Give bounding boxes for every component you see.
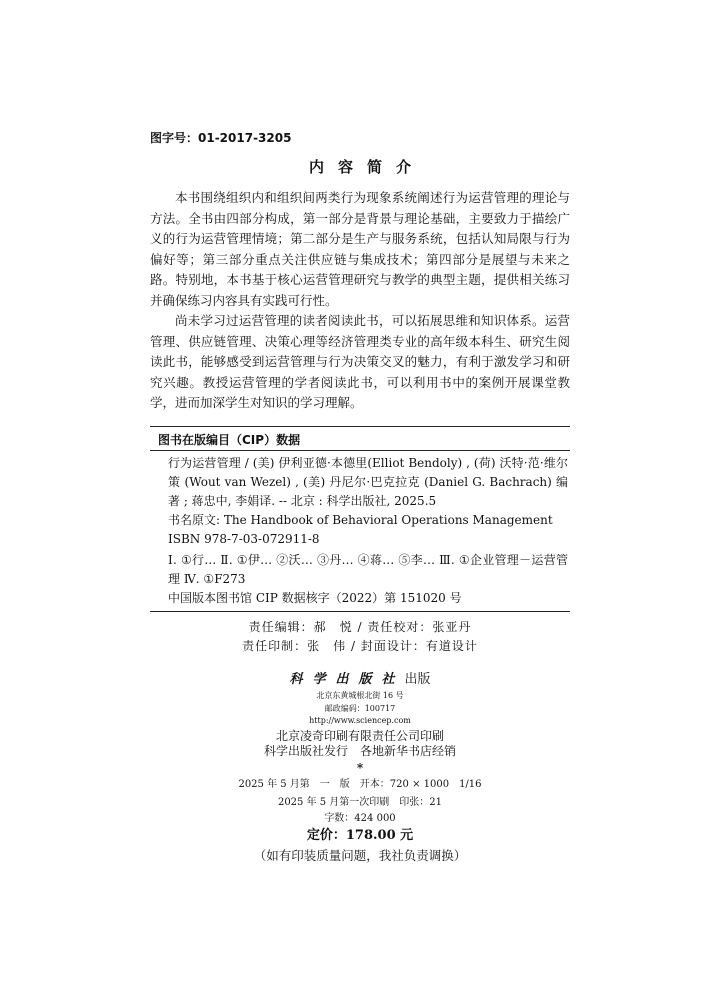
publisher-suffix: 出版 <box>404 672 431 687</box>
summary-title: 内容简介 <box>308 158 425 176</box>
cip-top-rule <box>150 426 570 427</box>
publisher-postcode: 邮政编码：100717 <box>324 704 396 713</box>
summary-paragraph-1: 本书围绕组织内和组织间两类行为现象系统阐述行为运营管理的理论与方法。全书由四部分构成，第一部分是背景与理论基础，主要致力于描绘广义的行为运营管理情境；第二部分是生产与服务系统，包括认知局限与行为偏好等；第三部分重点关注供应链与集成技术；第四部分是展望与未来之路。特别地，本书基于核心运营管理研究与教学的典型主题，提供相关练习并确保练习内容具有实践可行性。 <box>150 190 570 308</box>
cip-verification: 中国版本图书馆 CIP 数据核字（2022）第 151020 号 <box>168 591 462 605</box>
printing-line: 2025 年 5 月第一次印刷 印张：21 <box>277 797 443 808</box>
cip-original-title: 书名原文: The Handbook of Behavioral Operations Management <box>168 513 553 527</box>
publisher-url: http://www.sciencep.com <box>309 716 411 725</box>
cip-isbn: ISBN 978-7-03-072911-8 <box>168 532 320 546</box>
publisher-address: 北京东黄城根北街 16 号 <box>316 691 404 700</box>
credits-printing: 责任印制：张 伟 / 封面设计：有道设计 <box>242 639 478 653</box>
credits-editors: 责任编辑：郝 悦 / 责任校对：张亚丹 <box>248 620 472 634</box>
summary-body <box>150 188 570 414</box>
cip-main-entry: 行为运营管理 / (美) 伊利亚德·本德里(Elliot Bendoly) , (荷) 沃特·范·维尔策 (Wout van Wezel) , (美) 丹尼尔·巴克拉克 (Daniel G. Bachrach) 编著 ; 蒋忠中, 李娟译. -- 北京 : 科学出版社, 2025.5 <box>168 456 568 508</box>
cip-bottom-rule <box>150 611 570 612</box>
printer-line: 北京凌奇印刷有限责任公司印刷 <box>275 729 444 743</box>
cip-heading-rule <box>150 450 570 451</box>
quality-notice: （如有印装质量问题，我社负责调换） <box>253 848 467 863</box>
publisher-name: 科学出版社 <box>289 672 405 687</box>
summary-paragraph-2: 尚未学习过运营管理的读者阅读此书，可以拓展思维和知识体系。运营管理、供应链管理、决策心理等经济管理类专业的高年级本科生、研究生阅读此书，能够感受到运营管理与行为决策交叉的魅力，有利于激发学习和研究兴趣。教授运营管理的学者阅读此书，可以利用书中的案例开展课堂教学，进而加深学生对知识的学习理解。 <box>150 313 570 410</box>
distribution-line: 科学出版社发行 各地新华书店经销 <box>263 744 456 758</box>
price: 定价：178.00 元 <box>306 828 414 843</box>
separator-star: * <box>356 761 364 775</box>
registration-number: 图字号：01-2017-3205 <box>150 131 292 145</box>
word-count: 字数：424 000 <box>324 813 396 824</box>
edition-line: 2025 年 5 月第 一 版 开本：720 × 1000 1/16 <box>238 779 482 790</box>
cip-heading: 图书在版编目（CIP）数据 <box>158 433 301 447</box>
publisher-line <box>0 668 720 687</box>
cip-classification: Ⅰ. ①行… Ⅱ. ①伊… ②沃… ③丹… ④蒋… ⑤李… Ⅲ. ①企业管理－运营管理 Ⅳ. ①F273 <box>168 553 568 586</box>
